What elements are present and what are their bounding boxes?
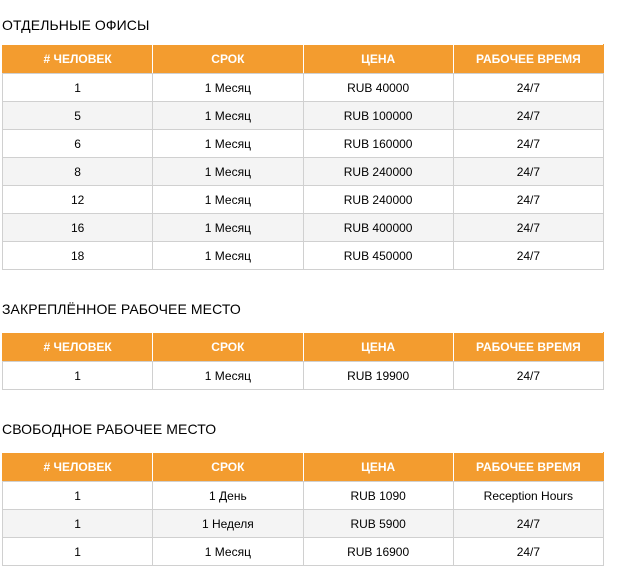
cell-price: RUB 240000 — [303, 158, 453, 186]
cell-people: 8 — [3, 158, 153, 186]
column-header-price: ЦЕНА — [303, 453, 453, 482]
cell-term: 1 Месяц — [153, 214, 303, 242]
cell-hours: 24/7 — [453, 362, 603, 390]
table-row — [3, 362, 604, 390]
section-title: ЗАКРЕПЛЁННОЕ РАБОЧЕЕ МЕСТО — [2, 301, 241, 317]
cell-term: 1 Месяц — [153, 74, 303, 102]
cell-hours: 24/7 — [453, 102, 603, 130]
cell-price: RUB 5900 — [303, 510, 453, 538]
cell-price: RUB 16900 — [303, 538, 453, 566]
column-header-term: СРОК — [153, 45, 303, 74]
table-row — [3, 510, 604, 538]
cell-hours: 24/7 — [453, 242, 603, 270]
cell-price: RUB 240000 — [303, 186, 453, 214]
column-header-price: ЦЕНА — [303, 333, 453, 362]
cell-price: RUB 450000 — [303, 242, 453, 270]
table-row — [3, 482, 604, 510]
cell-term: 1 Месяц — [153, 158, 303, 186]
cell-term: 1 Месяц — [153, 538, 303, 566]
section-fixed-desk — [2, 300, 604, 390]
column-header-people: # ЧЕЛОВЕК — [3, 453, 153, 482]
column-header-term: СРОК — [153, 333, 303, 362]
cell-term: 1 Месяц — [153, 362, 303, 390]
cell-price: RUB 400000 — [303, 214, 453, 242]
cell-people: 6 — [3, 130, 153, 158]
column-header-term: СРОК — [153, 453, 303, 482]
pricing-table — [2, 44, 604, 270]
cell-term: 1 День — [153, 482, 303, 510]
cell-hours: 24/7 — [453, 158, 603, 186]
cell-people: 1 — [3, 362, 153, 390]
cell-people: 12 — [3, 186, 153, 214]
column-header-hours: РАБОЧЕЕ ВРЕМЯ — [453, 453, 603, 482]
table-row — [3, 130, 604, 158]
column-header-people: # ЧЕЛОВЕК — [3, 333, 153, 362]
cell-people: 1 — [3, 538, 153, 566]
cell-term: 1 Месяц — [153, 102, 303, 130]
table-row — [3, 158, 604, 186]
table-row — [3, 538, 604, 566]
pricing-table — [2, 452, 604, 566]
table-row — [3, 102, 604, 130]
cell-term: 1 Месяц — [153, 130, 303, 158]
section-hot-desk — [2, 420, 604, 566]
cell-hours: 24/7 — [453, 510, 603, 538]
cell-hours: Reception Hours — [453, 482, 603, 510]
cell-price: RUB 160000 — [303, 130, 453, 158]
cell-people: 5 — [3, 102, 153, 130]
cell-people: 1 — [3, 510, 153, 538]
section-private-offices — [2, 16, 604, 270]
pricing-table — [2, 332, 604, 390]
cell-people: 1 — [3, 482, 153, 510]
section-title: СВОБОДНОЕ РАБОЧЕЕ МЕСТО — [2, 421, 217, 437]
cell-price: RUB 19900 — [303, 362, 453, 390]
cell-people: 18 — [3, 242, 153, 270]
table-row — [3, 186, 604, 214]
table-header-row — [3, 453, 604, 482]
cell-term: 1 Месяц — [153, 186, 303, 214]
column-header-price: ЦЕНА — [303, 45, 453, 74]
cell-term: 1 Месяц — [153, 242, 303, 270]
table-row — [3, 242, 604, 270]
column-header-hours: РАБОЧЕЕ ВРЕМЯ — [453, 333, 603, 362]
cell-hours: 24/7 — [453, 74, 603, 102]
cell-hours: 24/7 — [453, 214, 603, 242]
cell-price: RUB 1090 — [303, 482, 453, 510]
table-header-row — [3, 45, 604, 74]
cell-hours: 24/7 — [453, 538, 603, 566]
cell-price: RUB 100000 — [303, 102, 453, 130]
cell-price: RUB 40000 — [303, 74, 453, 102]
section-title: ОТДЕЛЬНЫЕ ОФИСЫ — [2, 17, 150, 33]
cell-people: 16 — [3, 214, 153, 242]
table-row — [3, 74, 604, 102]
column-header-hours: РАБОЧЕЕ ВРЕМЯ — [453, 45, 603, 74]
table-row — [3, 214, 604, 242]
cell-hours: 24/7 — [453, 130, 603, 158]
cell-people: 1 — [3, 74, 153, 102]
cell-term: 1 Неделя — [153, 510, 303, 538]
table-header-row — [3, 333, 604, 362]
cell-hours: 24/7 — [453, 186, 603, 214]
column-header-people: # ЧЕЛОВЕК — [3, 45, 153, 74]
